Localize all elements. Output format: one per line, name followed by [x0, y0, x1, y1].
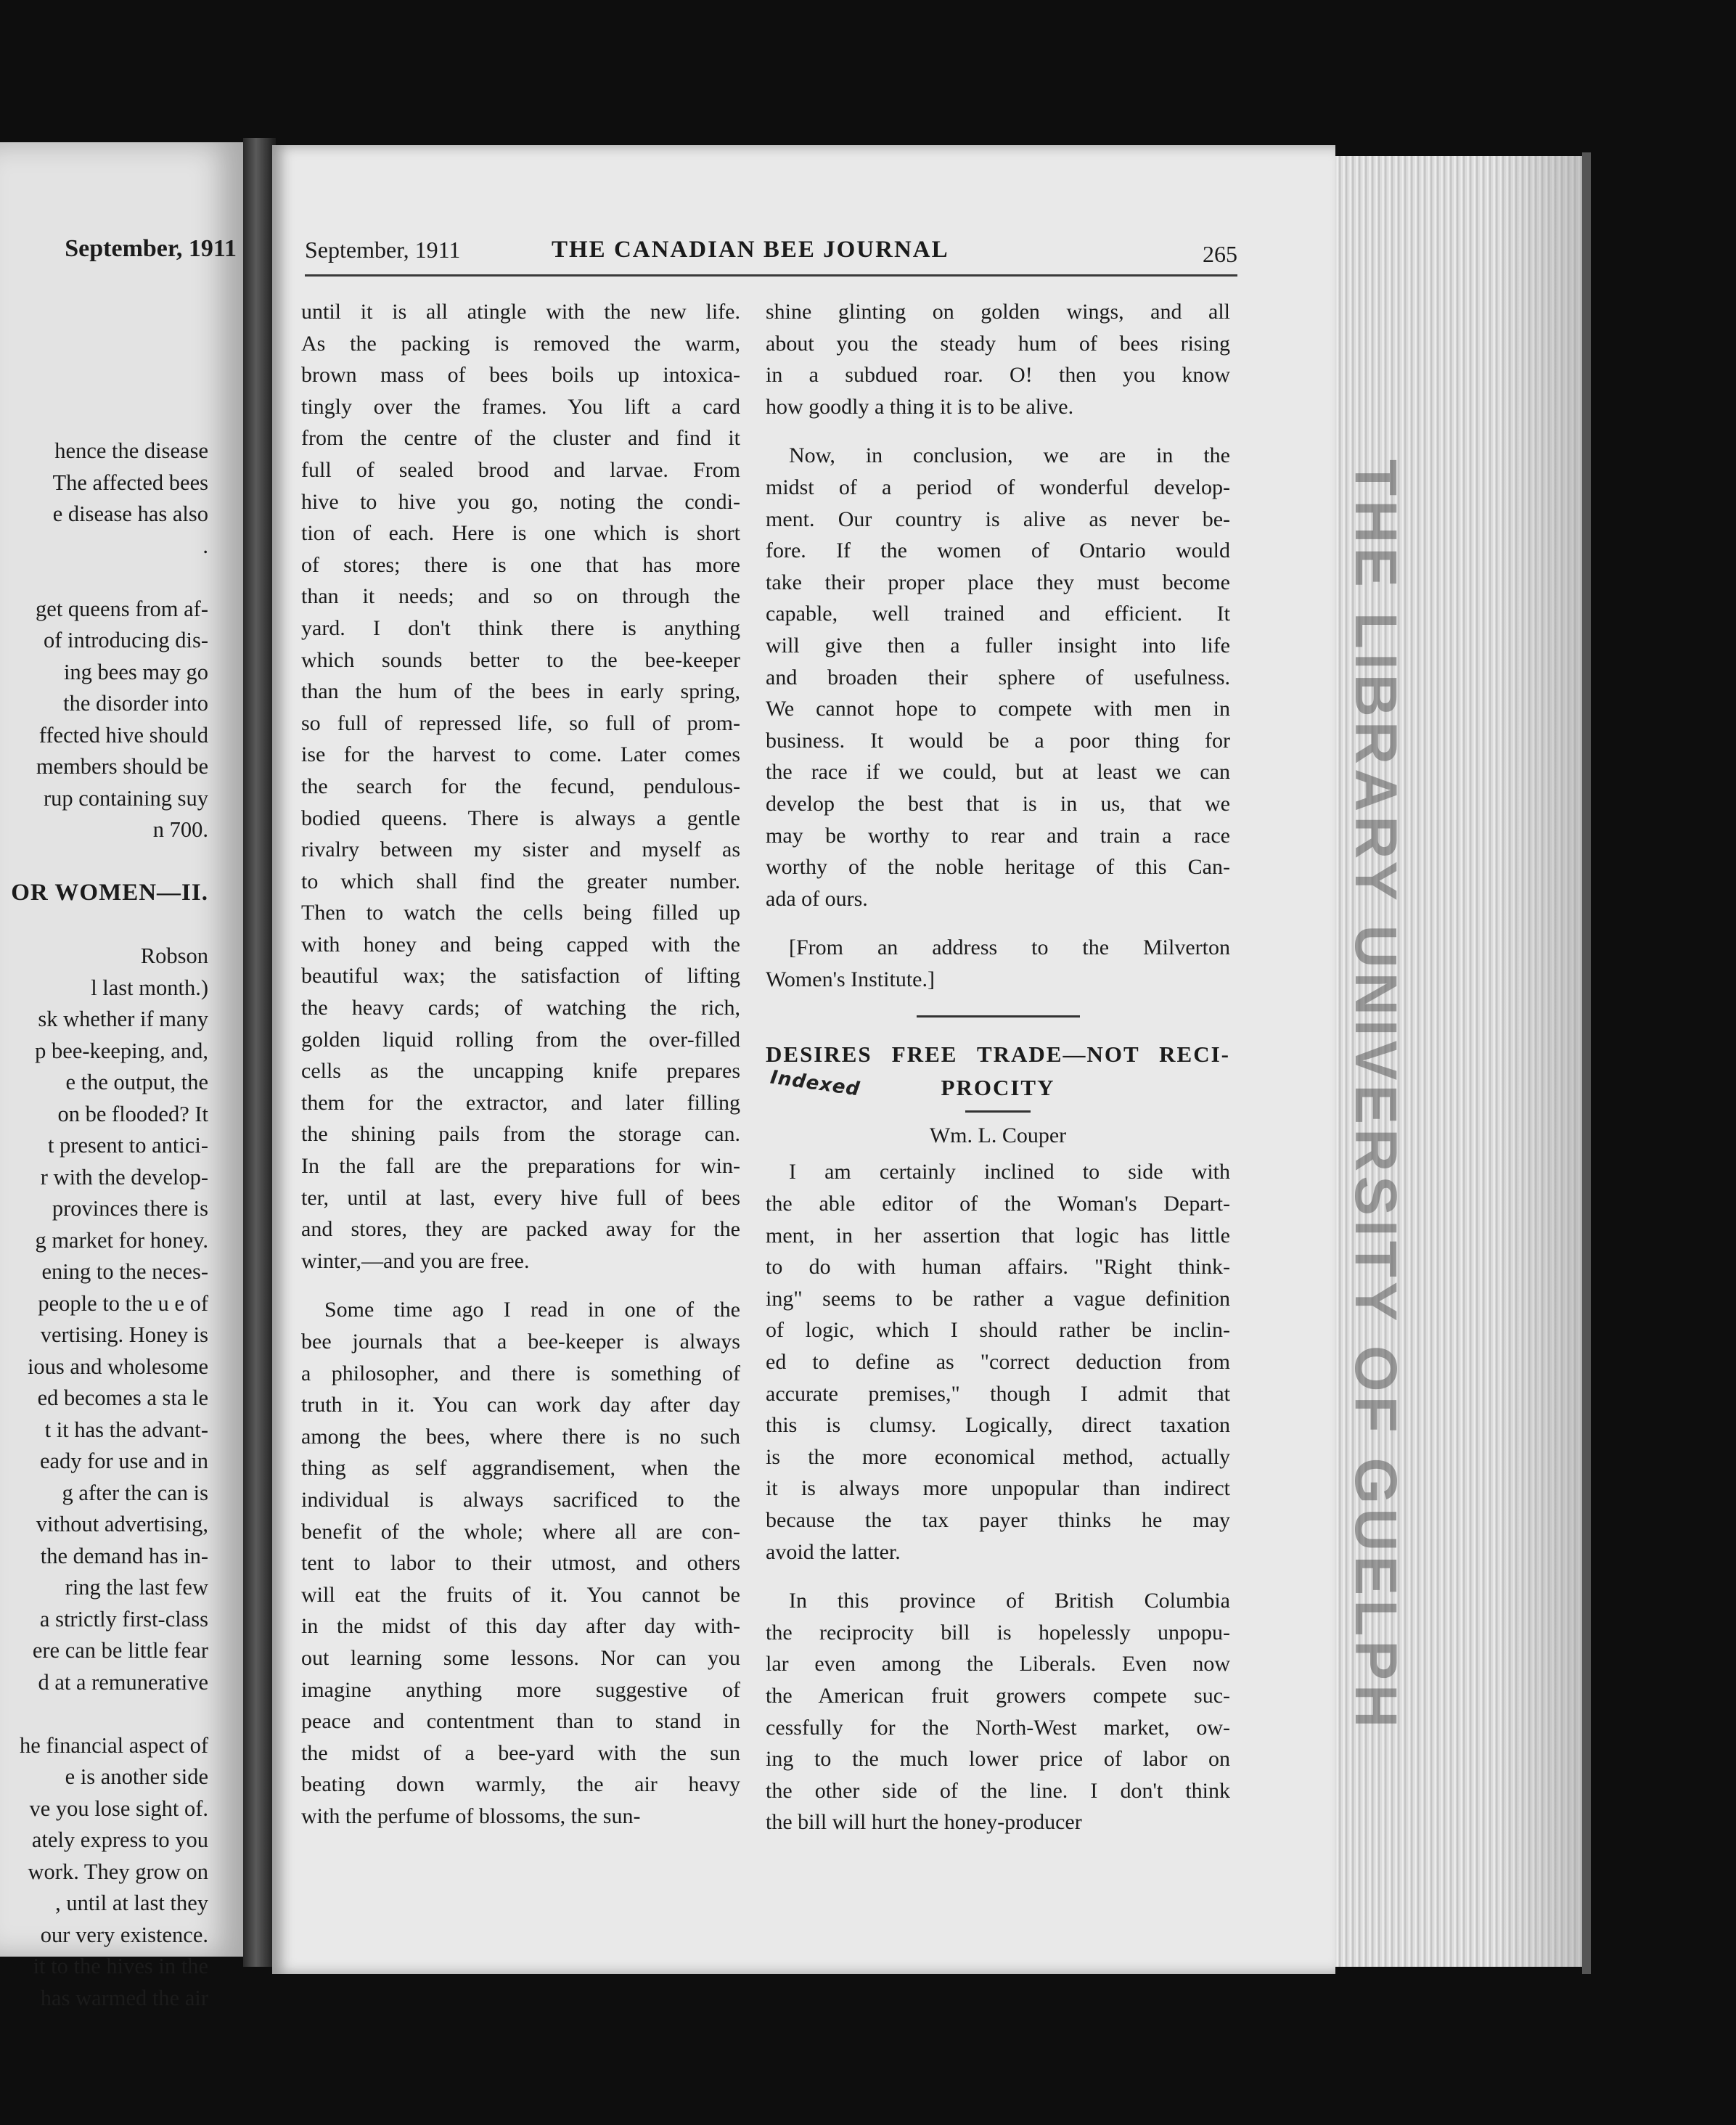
text-line: how goodly a thing it is to be alive.: [766, 394, 1074, 419]
text-line: t it has the advant-: [44, 1417, 208, 1442]
text-line: the midst of a bee-yard with the sun: [301, 1740, 740, 1765]
text-line: people to the u e of: [38, 1290, 208, 1316]
text-line: in the midst of this day after day with-: [301, 1614, 740, 1639]
text-line: individual is always sacrificed to the: [301, 1487, 740, 1512]
left-page-text: [0, 435, 208, 2014]
text-line: the heavy cards; of watching the rich,: [301, 996, 740, 1020]
text-line: members should be: [36, 754, 208, 779]
text-line: ing bees may go: [63, 659, 208, 684]
text-line: e the output, the: [65, 1070, 208, 1094]
text-line: tion of each. Here is one which is short: [301, 521, 740, 546]
text-line: hence the disease: [54, 438, 208, 463]
text-line: hive to hive you go, noting the condi-: [301, 489, 740, 514]
text-line: ffected hive should: [38, 722, 208, 748]
text-line: will eat the fruits of it. You cannot be: [301, 1582, 740, 1607]
text-line: bodied queens. There is always a gentle: [301, 806, 740, 830]
text-line: l last month.): [91, 975, 208, 1000]
text-line: winter,—and you are free.: [301, 1248, 530, 1273]
text-line: ed becomes a sta le: [37, 1385, 208, 1410]
text-line: Women's Institute.]: [766, 967, 935, 991]
text-line: thing as self aggrandisement, when the: [301, 1456, 740, 1481]
paragraph: [766, 1156, 1230, 1568]
text-line: tent to labor to their utmost, and others: [301, 1551, 740, 1576]
library-stamp-text: THE LIBRARY UNIVERSITY OF GUELPH: [1343, 459, 1409, 1732]
library-stamp: [1328, 459, 1422, 1732]
indexed-stamp: Indexed: [769, 1066, 861, 1101]
section-divider: [917, 1015, 1080, 1018]
text-line: which sounds better to the bee-keeper: [301, 647, 740, 672]
paragraph: [301, 1294, 740, 1832]
text-line: to which shall find the greater number.: [301, 869, 740, 893]
text-line: them for the extractor, and later filling: [301, 1090, 740, 1115]
text-line: bee journals that a bee-keeper is always: [301, 1330, 740, 1354]
text-line: of introducing dis-: [43, 628, 208, 652]
text-line: ment, in her assertion that logic has little: [766, 1223, 1230, 1248]
text-line: the American fruit growers compete suc-: [766, 1683, 1230, 1708]
text-line: ately express to you: [31, 1827, 208, 1852]
text-line: shine glinting on golden wings, and all: [766, 300, 1230, 324]
text-line: it is always more unpopular than indirect: [766, 1476, 1230, 1501]
text-line: ada of ours.: [766, 886, 868, 911]
text-line: develop the best that is in us, that we: [766, 791, 1230, 816]
text-line: about you the steady hum of bees rising: [766, 331, 1230, 356]
text-line: the search for the fecund, pendulous-: [301, 774, 740, 798]
text-line: n 700.: [152, 817, 208, 842]
text-line: business. It would be a poor thing for: [766, 728, 1230, 753]
text-line: ment. Our country is alive as never be-: [766, 507, 1230, 531]
text-line: because the tax payer thinks he may: [766, 1508, 1230, 1532]
text-line: brown mass of bees boils up intoxica-: [301, 363, 740, 388]
paragraph: [301, 296, 740, 1277]
text-line: from the centre of the cluster and find it: [301, 426, 740, 451]
text-line: on be flooded? It: [57, 1101, 208, 1126]
text-line: with the perfume of blossoms, the sun-: [301, 1803, 641, 1828]
text-line: .: [202, 533, 208, 558]
text-line: get queens from af-: [36, 596, 208, 621]
text-line: it to the hives in the: [33, 1954, 208, 1978]
text-line: in a subdued roar. O! then you know: [766, 363, 1230, 388]
text-line: than the hum of the bees in early spring,: [301, 679, 740, 704]
text-line: fore. If the women of Ontario would: [766, 539, 1230, 563]
blank-line: [0, 846, 208, 878]
text-line: avoid the latter.: [766, 1539, 901, 1564]
text-line: ening to the neces-: [41, 1259, 208, 1284]
header-date: September, 1911: [305, 237, 461, 263]
text-line: than it needs; and so on through the: [301, 584, 740, 609]
text-line: with honey and being capped with the: [301, 932, 740, 957]
text-line: take their proper place they must become: [766, 570, 1230, 594]
text-line: cells as the uncapping knife prepares: [301, 1059, 740, 1084]
text-line: t present to antici-: [47, 1133, 208, 1158]
text-line: until it is all atingle with the new life.: [301, 300, 740, 324]
text-column-right: [766, 296, 1230, 1838]
text-column-left: [301, 296, 740, 1833]
paragraph: [766, 296, 1230, 422]
journal-page: [272, 145, 1335, 1974]
text-line: sk whether if many: [38, 1007, 208, 1031]
text-line: rivalry between my sister and myself as: [301, 838, 740, 862]
text-line: has warmed the air: [40, 1985, 208, 2010]
text-line: p bee-keeping, and,: [35, 1038, 208, 1063]
left-page-header: September, 1911: [65, 235, 237, 262]
text-line: the demand has in-: [40, 1543, 208, 1568]
book-gutter: [243, 138, 276, 1967]
title-divider: [965, 1110, 1031, 1113]
source-note: [766, 932, 1230, 995]
book-cover-edge: [1582, 152, 1591, 1974]
text-line: lar even among the Liberals. Even now: [766, 1652, 1230, 1676]
text-line: ed to define as "correct deduction from: [766, 1350, 1230, 1375]
article-author: Wm. L. Couper: [929, 1123, 1067, 1148]
text-line: the race if we could, but at least we can: [766, 760, 1230, 785]
text-line: ing" seems to be rather a vague definition: [766, 1286, 1230, 1311]
text-line: of stores; there is one that has more: [301, 552, 740, 577]
text-line: peace and contentment than to stand in: [301, 1709, 740, 1734]
text-line: accurate premises," though I admit that: [766, 1381, 1230, 1406]
text-line: ise for the harvest to come. Later comes: [301, 742, 740, 767]
text-line: d at a remunerative: [38, 1669, 208, 1695]
text-line: out learning some lessons. Nor can you: [301, 1645, 740, 1670]
text-line: ter, until at last, every hive full of bees: [301, 1185, 740, 1210]
text-line: tingly over the frames. You lift a card: [301, 394, 740, 419]
page-number: 265: [1203, 241, 1237, 267]
text-line: cessfully for the North-West market, ow-: [766, 1715, 1230, 1740]
blank-line: [0, 909, 208, 941]
text-line: Robson: [140, 943, 208, 968]
text-line: In the fall are the preparations for win-: [301, 1154, 740, 1179]
text-line: a philosopher, and there is something of: [301, 1361, 740, 1385]
text-line: so full of repressed life, so full of prom-: [301, 711, 740, 735]
text-line: r with the develop-: [40, 1164, 208, 1190]
text-line: yard. I don't think there is anything: [301, 615, 740, 640]
text-line: is the more economical method, actually: [766, 1444, 1230, 1469]
article-title: [766, 1038, 1230, 1105]
text-line: ere can be little fear: [32, 1638, 208, 1663]
text-line: ring the last few: [65, 1575, 208, 1600]
text-line: Some time ago I read in one of the: [324, 1298, 740, 1322]
text-line: and stores, they are packed away for the: [301, 1217, 740, 1242]
text-line: g after the can is: [62, 1480, 208, 1505]
text-line: beautiful wax; the satisfaction of lifting: [301, 964, 740, 988]
text-line: the shining pails from the storage can.: [301, 1122, 740, 1147]
text-line: imagine anything more suggestive of: [301, 1677, 740, 1702]
text-line: benefit of the whole; where all are con-: [301, 1519, 740, 1544]
text-line: worthy of the noble heritage of this Can-: [766, 855, 1230, 880]
text-line: golden liquid rolling from the over-filled: [301, 1027, 740, 1052]
text-line: provinces there is: [52, 1196, 208, 1221]
text-line: may be worthy to rear and train a race: [766, 823, 1230, 848]
text-line: e is another side: [65, 1764, 208, 1789]
text-line: vithout advertising,: [36, 1512, 208, 1536]
text-line: the reciprocity bill is hopelessly unpopu-: [766, 1620, 1230, 1645]
text-line: [From an address to the Milverton: [789, 935, 1230, 960]
text-line: OR WOMEN—II.: [11, 880, 208, 906]
text-line: The affected bees: [52, 470, 208, 495]
text-line: ious and wholesome: [27, 1354, 208, 1379]
journal-title: THE CANADIAN BEE JOURNAL: [552, 237, 949, 263]
text-line: full of sealed brood and larvae. From: [301, 457, 740, 482]
text-line: Then to watch the cells being filled up: [301, 901, 740, 925]
text-line: , until at last they: [55, 1891, 208, 1915]
text-line: ve you lose sight of.: [29, 1796, 208, 1821]
text-line: Now, in conclusion, we are in the: [789, 443, 1230, 468]
text-line: beating down warmly, the air heavy: [301, 1772, 740, 1797]
text-line: the able editor of the Woman's Depart-: [766, 1192, 1230, 1216]
page-header: [305, 234, 1237, 277]
text-line: g market for honey.: [35, 1227, 208, 1253]
text-line: among the bees, where there is no such: [301, 1424, 740, 1449]
text-line: will give then a fuller insight into life: [766, 633, 1230, 658]
text-line: ing to the much lower price of labor on: [766, 1747, 1230, 1772]
text-line: a strictly first-class: [39, 1606, 208, 1631]
text-line: In this province of British Columbia: [789, 1589, 1230, 1613]
text-line: to do with human affairs. "Right think-: [766, 1255, 1230, 1279]
text-line: eady for use and in: [39, 1449, 208, 1473]
text-line: e disease has also: [52, 501, 208, 526]
text-line: our very existence.: [40, 1922, 208, 1947]
text-line: capable, well trained and efficient. It: [766, 602, 1230, 626]
text-line: work. They grow on: [28, 1859, 208, 1884]
article-title-line: PROCITY: [941, 1075, 1055, 1101]
left-facing-page: [0, 142, 243, 2010]
paragraph: [766, 1585, 1230, 1838]
text-line: of logic, which I should rather be inclin-: [766, 1318, 1230, 1343]
text-line: the bill will hurt the honey-producer: [766, 1810, 1082, 1835]
text-line: truth in it. You can work day after day: [301, 1393, 740, 1417]
paragraph: [766, 440, 1230, 914]
blank-line: [0, 1698, 208, 1730]
text-line: this is clumsy. Logically, direct taxation: [766, 1413, 1230, 1438]
article-title-line: DESIRES FREE TRADE—NOT RECI-: [766, 1041, 1230, 1068]
text-line: vertising. Honey is: [40, 1322, 208, 1347]
text-line: midst of a period of wonderful develop-: [766, 475, 1230, 499]
text-line: and broaden their sphere of usefulness.: [766, 665, 1230, 689]
text-line: he financial aspect of: [20, 1732, 208, 1758]
text-line: rup containing suy: [43, 785, 208, 811]
text-line: I am certainly inclined to side with: [789, 1160, 1230, 1184]
text-line: As the packing is removed the warm,: [301, 331, 740, 356]
text-line: We cannot hope to compete with men in: [766, 697, 1230, 721]
blank-line: [0, 562, 208, 594]
text-line: the disorder into: [63, 691, 208, 716]
text-line: the other side of the line. I don't think: [766, 1778, 1230, 1803]
